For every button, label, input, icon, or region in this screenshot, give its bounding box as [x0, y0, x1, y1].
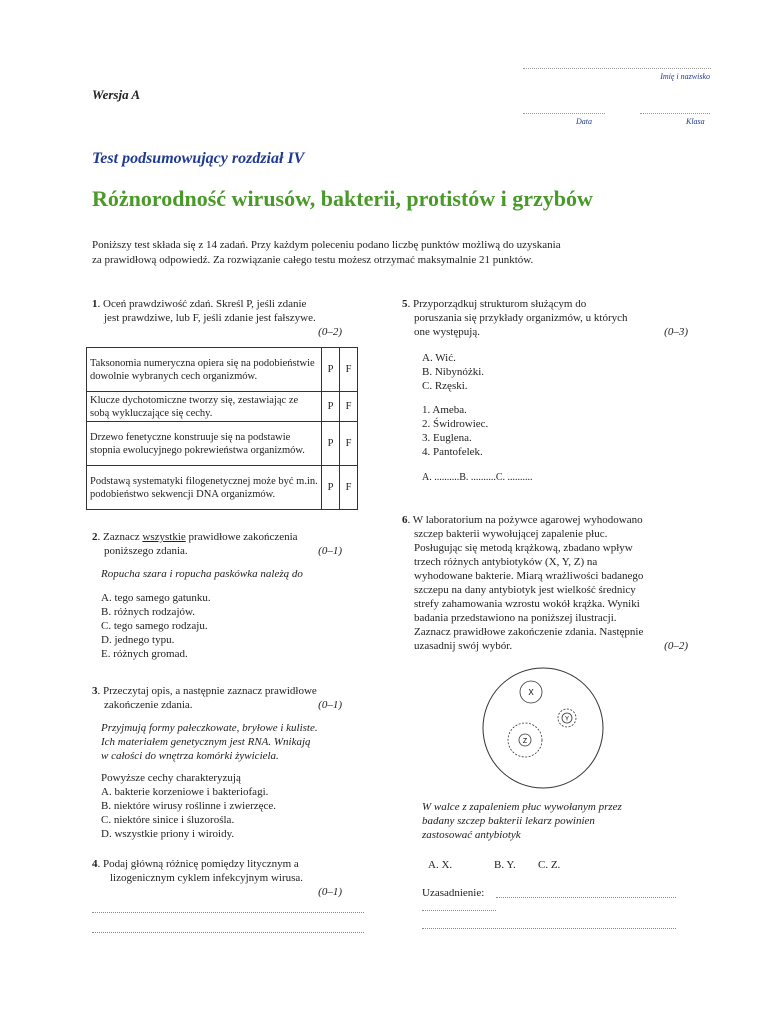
- answer-option[interactable]: C. tego samego rodzaju.: [101, 620, 208, 632]
- true-option[interactable]: P: [322, 348, 340, 392]
- question-number: 5: [402, 298, 408, 310]
- question-stem: Ropucha szara i ropucha paskówka należą do: [101, 568, 303, 580]
- answer-option[interactable]: D. wszystkie priony i wiroidy.: [101, 828, 235, 840]
- table-row: [87, 466, 358, 510]
- question-text: badania przedstawiono na poniższej ilustracji.: [414, 612, 617, 624]
- question-text: zakończenie zdania.: [104, 699, 193, 711]
- answer-option[interactable]: C. niektóre sinice i śluzorośla.: [101, 814, 235, 826]
- question-text: . Przyporządkuj strukturom służącym do: [407, 298, 587, 310]
- question-text: . W laboratorium na pożywce agarowej wyhodowano: [407, 514, 643, 526]
- page-title: Różnorodność wirusów, bakterii, protistów i grzybów: [92, 186, 593, 211]
- intro-text: [92, 238, 692, 268]
- petri-dish: [483, 668, 603, 788]
- question-5: [402, 297, 692, 485]
- answer-option[interactable]: A. bakterie korzeniowe i bakteriofagi.: [101, 786, 269, 798]
- question-1: [92, 297, 364, 339]
- answer-line[interactable]: [92, 912, 364, 913]
- true-option[interactable]: P: [322, 466, 340, 510]
- answer-option[interactable]: A. tego samego gatunku.: [101, 592, 211, 604]
- question-number: 3: [92, 685, 98, 697]
- points-label: (0–2): [664, 640, 688, 652]
- true-false-table: [86, 347, 358, 510]
- question-text: poniższego zdania.: [104, 545, 188, 557]
- question-text: wyhodowane bakterie. Miarą wrażliwości badanego: [414, 570, 644, 582]
- question-text: prawidłowe zakończenia: [185, 531, 298, 543]
- description-line: Ich materiałem genetycznym jest RNA. Wnikają: [101, 736, 311, 748]
- date-field-line[interactable]: [523, 113, 605, 114]
- question-text: lizogenicznym cyklem infekcyjnym wirusa.: [110, 872, 304, 884]
- answer-option[interactable]: C. Z.: [538, 859, 561, 871]
- question-text: Zaznacz prawidłowe zakończenie zdania. Następnie: [414, 626, 644, 638]
- stem-line: badany szczep bakterii lekarz powinien: [422, 815, 595, 827]
- question-text: trzech różnych antybiotyków (X, Y, Z) na: [414, 556, 598, 568]
- question-number: 2: [92, 531, 98, 543]
- false-option[interactable]: F: [340, 348, 358, 392]
- statement-cell: Podstawą systematyki filogenetycznej może być m.in. podobieństwo sekwencji DNA organizmów.: [87, 466, 322, 510]
- stem-line: W walce z zapaleniem płuc wywołanym przez: [422, 801, 622, 813]
- question-3: [92, 684, 364, 841]
- true-option[interactable]: P: [322, 422, 340, 466]
- structure-item: B. Nibynóżki.: [422, 366, 485, 378]
- disc-z-label: Z: [522, 738, 528, 745]
- false-option[interactable]: F: [340, 392, 358, 422]
- structure-item: A. Wić.: [422, 352, 456, 364]
- question-number: 6: [402, 514, 408, 526]
- answer-option[interactable]: B. różnych rodzajów.: [101, 606, 195, 618]
- question-text: jest prawdziwe, lub F, jeśli zdanie jest fałszywe.: [104, 312, 316, 324]
- justification-label: Uzasadnienie:: [422, 887, 485, 899]
- organism-item: 1. Ameba.: [422, 404, 467, 416]
- answer-field[interactable]: A. ..........B. ..........C. ..........: [422, 472, 533, 483]
- question-text: . Podaj główną różnicę pomiędzy litycznym a: [97, 858, 299, 870]
- question-text: Posługując się metodą krążkową, zbadano wpływ: [414, 542, 633, 554]
- table-row: [87, 348, 358, 392]
- points-label: (0–1): [318, 699, 342, 711]
- table-row: [87, 392, 358, 422]
- question-6: [402, 513, 692, 653]
- points-label: (0–2): [318, 326, 342, 338]
- answer-option[interactable]: E. różnych gromad.: [101, 648, 188, 660]
- answer-option[interactable]: B. niektóre wirusy roślinne i zwierzęce.: [101, 800, 277, 812]
- justification-line[interactable]: [496, 897, 676, 898]
- justification-line[interactable]: [422, 910, 496, 911]
- true-option[interactable]: P: [322, 392, 340, 422]
- answer-option[interactable]: D. jednego typu.: [101, 634, 175, 646]
- table-row: [87, 422, 358, 466]
- justification-line[interactable]: [422, 928, 676, 929]
- question-number: 1: [92, 298, 98, 310]
- version-label: Wersja A: [92, 87, 141, 102]
- stem-line: zastosować antybiotyk: [422, 829, 521, 841]
- intro-line: za prawidłową odpowiedź. Za rozwiązanie całego testu możesz otrzymać maksymalnie 21 punktów.: [92, 254, 534, 266]
- question-text: . Oceń prawdziwość zdań. Skreśl P, jeśli zdanie: [97, 298, 307, 310]
- statement-cell: Drzewo fenetyczne konstruuje się na podstawie stopnia ewolucyjnego pokrewieństwa organizmów.: [87, 422, 322, 466]
- name-field-line[interactable]: [523, 68, 711, 69]
- class-field-line[interactable]: [640, 113, 710, 114]
- points-label: (0–1): [318, 545, 342, 557]
- date-label: Data: [576, 117, 592, 126]
- question-2: [92, 530, 364, 661]
- answer-option[interactable]: A. X.: [428, 859, 453, 871]
- question-number: 4: [92, 858, 98, 870]
- false-option[interactable]: F: [340, 422, 358, 466]
- question-stem: Powyższe cechy charakteryzują: [101, 772, 241, 784]
- question-text: one występują.: [414, 326, 480, 338]
- emphasis-word: wszystkie: [142, 531, 186, 543]
- description-line: w całości do wnętrza komórki żywiciela.: [101, 750, 279, 762]
- statement-cell: Taksonomia numeryczna opiera się na podobieństwie dowolnie wybranych cech organizmów.: [87, 348, 322, 392]
- points-label: (0–3): [664, 326, 688, 338]
- question-text: poruszania się przykłady organizmów, u których: [414, 312, 628, 324]
- intro-line: Poniższy test składa się z 14 zadań. Przy każdym poleceniu podano liczbę punktów możliwą do uzyskania: [92, 239, 561, 251]
- disc-y-label: Y: [564, 716, 570, 723]
- question-text: . Przeczytaj opis, a następnie zaznacz prawidłowe: [97, 685, 317, 697]
- points-label: (0–1): [318, 886, 342, 898]
- structure-item: C. Rzęski.: [422, 380, 468, 392]
- question-text: strefy zahamowania wzrostu wokół krążka. Wyniki: [414, 598, 640, 610]
- name-label: Imię i nazwisko: [660, 72, 710, 81]
- answer-line[interactable]: [92, 932, 364, 933]
- answer-option[interactable]: B. Y.: [494, 859, 516, 871]
- question-text: . Zaznacz: [97, 531, 143, 543]
- question-text: szczepu na dany antybiotyk jest wielkość średnicy: [414, 584, 636, 596]
- question-text: uzasadnij swój wybór.: [414, 640, 513, 652]
- organism-item: 2. Świdrowiec.: [422, 418, 489, 430]
- test-title: Test podsumowujący rozdział IV: [92, 150, 305, 167]
- statement-cell: Klucze dychotomiczne tworzy się, zestawiając ze sobą wykluczające się cechy.: [87, 392, 322, 422]
- disc-x-label: X: [528, 688, 534, 697]
- organism-item: 3. Euglena.: [422, 432, 472, 444]
- false-option[interactable]: F: [340, 466, 358, 510]
- class-label: Klasa: [686, 117, 705, 126]
- petri-dish-illustration: [479, 664, 607, 792]
- organism-item: 4. Pantofelek.: [422, 446, 483, 458]
- question-4: [92, 857, 364, 899]
- description-line: Przyjmują formy pałeczkowate, bryłowe i kuliste.: [101, 722, 318, 734]
- question-6-stem: [422, 800, 692, 842]
- question-text: szczep bakterii wywołującej zapalenie płuc.: [414, 528, 608, 540]
